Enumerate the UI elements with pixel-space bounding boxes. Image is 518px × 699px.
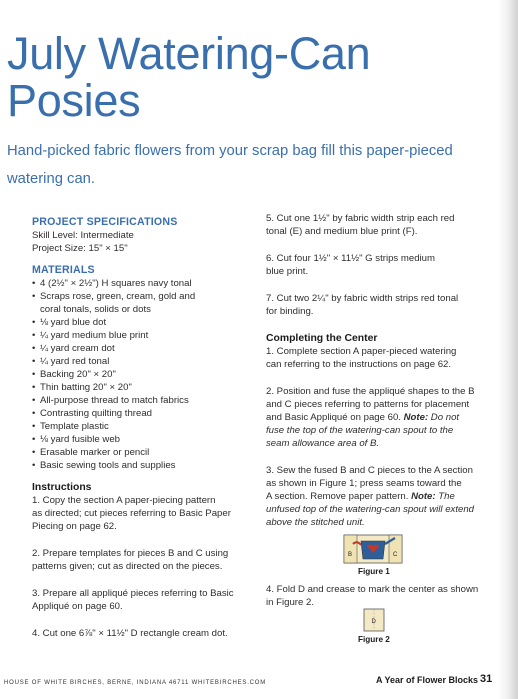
material-item: • Scraps rose, green, cream, gold and coral tonals, solids or dots (32, 290, 252, 316)
material-item: • All-purpose thread to match fabrics (32, 394, 252, 407)
material-item: • ⅛ yard fusible web (32, 433, 252, 446)
material-item: • ¼ yard red tonal (32, 355, 252, 368)
figure-2-diagram (362, 608, 386, 632)
instruction-step-1: 1. Copy the section A paper-piecing pattern as directed; cut pieces referring to Basic Paper Piecing on page 62. (32, 495, 231, 532)
material-item: • Thin batting 20" × 20" (32, 381, 252, 394)
material-item: • ¼ yard medium blue print (32, 329, 252, 342)
material-item: • 4 (2½" × 2½") H squares navy tonal (32, 277, 252, 290)
note-label: Note: (411, 491, 436, 502)
note-label: Note: (403, 412, 429, 423)
page-number: 31 (480, 673, 493, 685)
instructions-heading: Instructions (32, 482, 92, 493)
material-item: • Basic sewing tools and supplies (32, 459, 252, 472)
material-item: • Backing 20" × 20" (32, 368, 252, 381)
page-title: July Watering-Can Posies (7, 28, 371, 126)
material-item: • Template plastic (32, 420, 252, 433)
skill-level: Skill Level: Intermediate (32, 230, 134, 241)
figure-label-d: D (371, 619, 376, 625)
instruction-step-7: 7. Cut two 2¼" by fabric width strips red tonal for binding. (266, 293, 459, 317)
instruction-step-4: 4. Cut one 6⅞" × 11½" D rectangle cream dot. (32, 628, 228, 639)
footer-publisher: HOUSE OF WHITE BIRCHES, BERNE, INDIANA 46711 WHITEBIRCHES.COM (4, 680, 267, 686)
figure-1-diagram (343, 532, 403, 566)
left-column (32, 216, 252, 640)
material-item: • ¼ yard cream dot (32, 342, 252, 355)
completing-step-4: 4. Fold D and crease to mark the center as shown in Figure 2. (266, 584, 479, 608)
completing-step-3: 3. Sew the fused B and C pieces to the A section as shown in Figure 1; press seams toward the A section. Remove paper pattern. Note: The unfused top of the watering-can spout will extend above the stitched unit. (266, 465, 474, 528)
right-column (266, 212, 498, 529)
instruction-step-6: 6. Cut four 1½" × 11½" G strips medium blue print. (266, 253, 436, 277)
instruction-step-3: 3. Prepare all appliqué pieces referring to Basic Appliqué on page 60. (32, 588, 234, 612)
instruction-step-5: 5. Cut one 1½" by fabric width strip each red tonal (E) and medium blue print (F). (266, 213, 455, 237)
materials-list (32, 277, 252, 472)
figure-label-b: B (348, 552, 353, 558)
project-specs-heading: PROJECT SPECIFICATIONS (32, 216, 178, 228)
materials-heading: MATERIALS (32, 264, 95, 276)
material-item: • Erasable marker or pencil (32, 446, 252, 459)
footer-book-title: A Year of Flower Blocks (376, 675, 479, 685)
instruction-step-2: 2. Prepare templates for pieces B and C using patterns given; cut as directed on the pieces. (32, 548, 229, 572)
completing-step-2: 2. Position and fuse the appliqué shapes to the B and C pieces referring to patterns for placement and Basic Appliqué on page 60. Note: Do not fuse the top of the watering-can spout to the seam allowance area of B. (266, 386, 475, 449)
project-size: Project Size: 15" × 15" (32, 243, 128, 254)
material-item: • Contrasting quilting thread (32, 407, 252, 420)
figure-label-c: C (393, 552, 398, 558)
completing-heading: Completing the Center (266, 333, 378, 344)
figure-2-caption: Figure 2 (358, 635, 390, 644)
completing-step-1: 1. Complete section A paper-pieced watering can referring to the instructions on page 62. (266, 346, 457, 370)
figure-1-caption: Figure 1 (358, 567, 390, 576)
material-item: • ⅛ yard blue dot (32, 316, 252, 329)
page-edge-shadow (498, 0, 518, 699)
page-subtitle: Hand-picked fabric flowers from your scrap bag fill this paper-pieced watering can. (7, 143, 453, 187)
